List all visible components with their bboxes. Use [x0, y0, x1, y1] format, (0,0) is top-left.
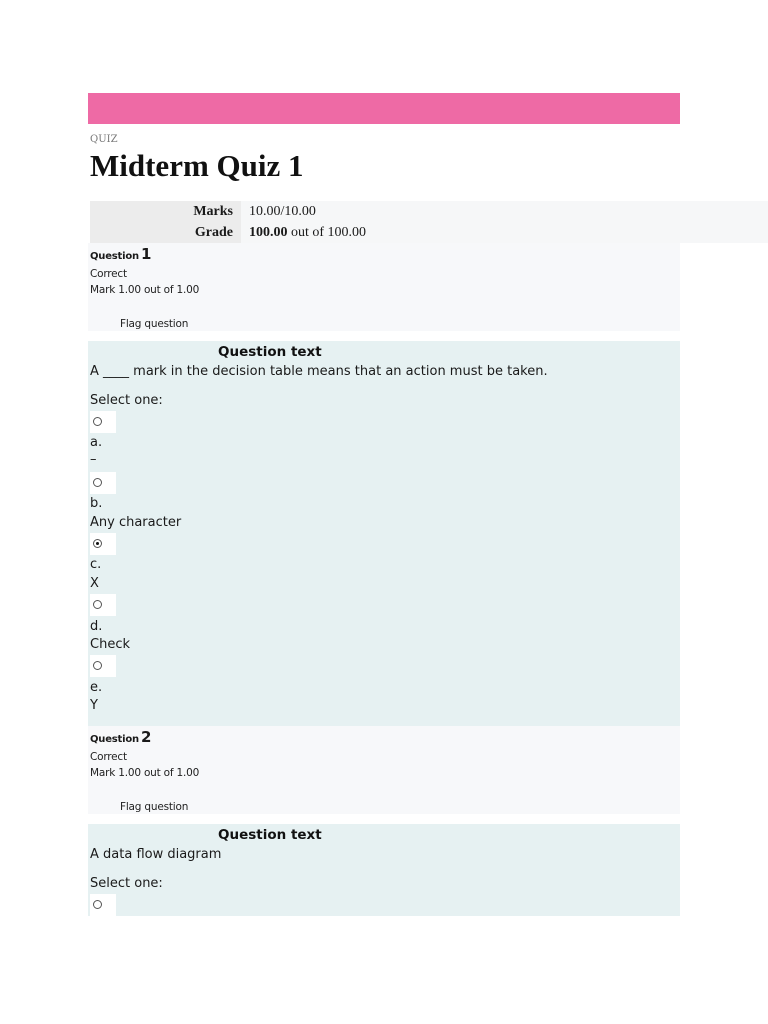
- question-text-heading: Question text: [218, 827, 322, 843]
- grade-row: [90, 222, 768, 243]
- question-prefix: Question: [90, 734, 139, 745]
- option-e-letter: e.: [90, 680, 103, 695]
- option-b-radio[interactable]: [90, 472, 116, 494]
- option-a-radio[interactable]: [90, 894, 116, 916]
- grade-out-of: out of 100.00: [291, 225, 367, 240]
- select-one-label: Select one:: [90, 876, 163, 891]
- option-d-text: Check: [90, 637, 130, 652]
- radio-icon: [93, 600, 102, 609]
- radio-icon: [93, 661, 102, 670]
- marks-value: 10.00/10.00: [249, 204, 316, 219]
- question-state: Correct: [90, 268, 127, 280]
- question-2-info: [88, 726, 680, 814]
- marks-row: [90, 201, 768, 222]
- question-number: [90, 728, 151, 746]
- radio-checked-icon: [93, 539, 102, 548]
- quiz-summary: [90, 201, 768, 243]
- option-d-radio[interactable]: [90, 594, 116, 616]
- question-prefix: Question: [90, 251, 139, 262]
- option-c-text: X: [90, 576, 99, 591]
- grade-score: 100.00: [249, 225, 288, 240]
- question-grade: Mark 1.00 out of 1.00: [90, 767, 200, 779]
- option-a-radio[interactable]: [90, 411, 116, 433]
- select-one-label: Select one:: [90, 393, 163, 408]
- grade-value: [249, 222, 366, 243]
- question-text-heading: Question text: [218, 344, 322, 360]
- question-1-info: [88, 243, 680, 331]
- option-a-letter: a.: [90, 435, 103, 450]
- question-2-content: [88, 824, 680, 916]
- option-c-letter: c.: [90, 557, 102, 572]
- question-number-value: 2: [140, 728, 152, 746]
- option-b-letter: b.: [90, 496, 103, 511]
- flag-question-link[interactable]: Flag question: [120, 801, 189, 813]
- radio-icon: [93, 478, 102, 487]
- flag-question-link[interactable]: Flag question: [120, 318, 189, 330]
- page-title: Midterm Quiz 1: [90, 148, 304, 183]
- option-e-radio[interactable]: [90, 655, 116, 677]
- header-banner: [88, 93, 680, 124]
- question-1-content: [88, 341, 680, 726]
- option-a-text: –: [90, 452, 97, 467]
- question-state: Correct: [90, 751, 127, 763]
- page-kicker: QUIZ: [90, 134, 118, 145]
- option-e-text: Y: [90, 698, 98, 713]
- option-b-text: Any character: [90, 515, 182, 530]
- radio-icon: [93, 417, 102, 426]
- question-prompt: A ____ mark in the decision table means that an action must be taken.: [90, 364, 548, 379]
- option-d-letter: d.: [90, 619, 103, 634]
- question-number-value: 1: [140, 245, 152, 263]
- grade-label: Grade: [194, 225, 233, 240]
- radio-icon: [93, 900, 102, 909]
- option-c-radio[interactable]: [90, 533, 116, 555]
- marks-label: Marks: [193, 204, 233, 219]
- question-prompt: A data flow diagram: [90, 847, 222, 862]
- question-grade: Mark 1.00 out of 1.00: [90, 284, 200, 296]
- question-number: [90, 245, 151, 263]
